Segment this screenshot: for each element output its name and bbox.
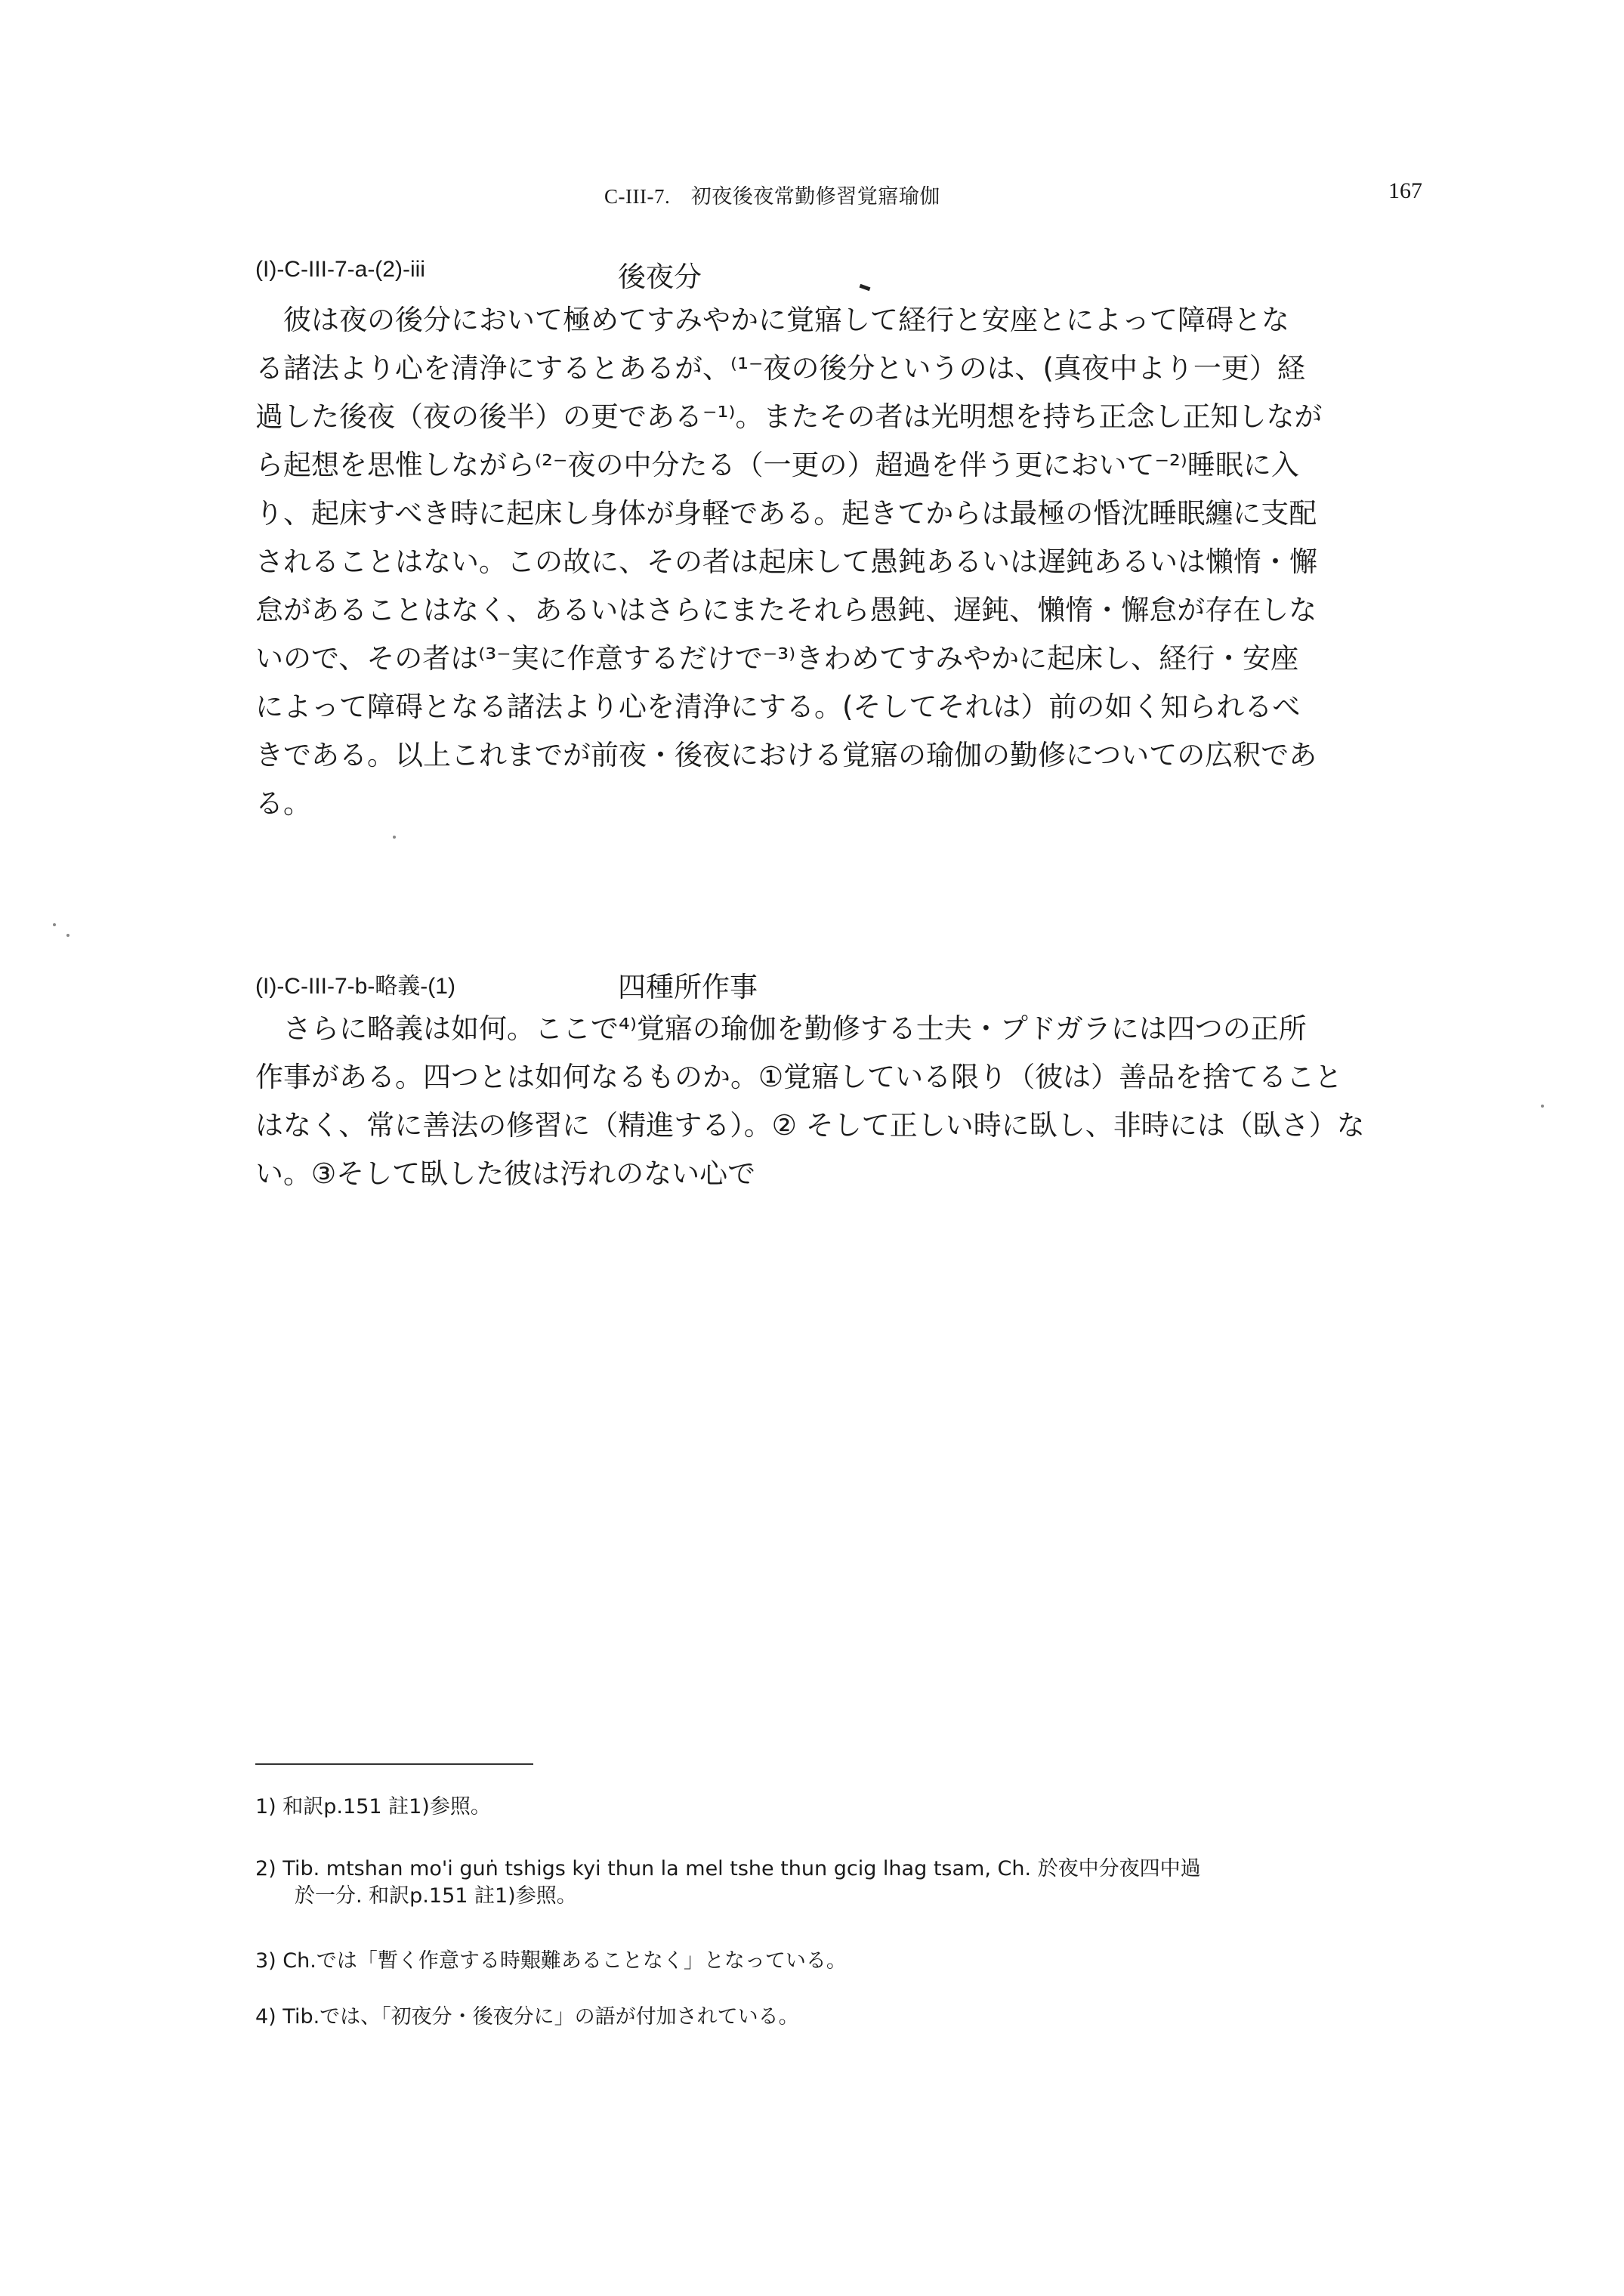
text-line: い。③そして臥した彼は汚れのない心で [255, 1157, 756, 1190]
page-number: 167 [1388, 178, 1422, 203]
footnote-1 [255, 1794, 1425, 1821]
text-line: る。 [255, 787, 311, 820]
scan-speck [393, 836, 396, 839]
section-title: 後夜分 [618, 261, 702, 293]
footnote-line: 3) Ch.では「暫く作意する時艱難あることなく」となっている。 [255, 1949, 847, 1973]
text-line: によって障碍となる諸法より心を清浄にする。(そしてそれは）前の如く知られるべ [255, 691, 1301, 723]
section-code: (I)-C-III-7-b-略義-(1) [255, 974, 455, 999]
ink-mark [860, 284, 871, 291]
section-2-body [255, 1005, 1425, 1198]
footnote-line: 於一分. 和訳p.151 註1)参照。 [295, 1884, 577, 1908]
scan-speck [66, 934, 69, 937]
text-line: 彼は夜の後分において極めてすみやかに覚寤して経行と安座とによって障碍とな [283, 304, 1289, 336]
text-line: 過した後夜（夜の後半）の更である⁻¹⁾。またその者は光明想を持ち正念し正知しなが [255, 400, 1323, 433]
scan-speck [53, 923, 56, 926]
text-line: はなく、常に善法の修習に（精進する）。② そして正しい時に臥し、非時には（臥さ）な [255, 1109, 1365, 1142]
text-line: ら起想を思惟しながら⁽²⁻夜の中分たる（一更の）超過を伴う更において⁻²⁾睡眠に入 [255, 449, 1299, 481]
section-heading-2 [255, 967, 758, 1003]
text-line: されることはない。この故に、その者は起床して愚鈍あるいは遅鈍あるいは懶惰・懈 [255, 545, 1317, 578]
running-header: C-III-7. 初夜後夜常勤修習覚寤瑜伽 [604, 185, 940, 208]
section-1-body [255, 296, 1425, 828]
scan-speck [1541, 1105, 1544, 1108]
footnote-3 [255, 1948, 1425, 1975]
text-line: 怠があることはなく、あるいはさらにまたそれら愚鈍、遅鈍、懶惰・懈怠が存在しな [255, 594, 1317, 626]
footnote-line: 1) 和訳p.151 註1)参照。 [255, 1795, 491, 1819]
text-line: さらに略義は如何。ここで⁴⁾覚寤の瑜伽を勤修する士夫・プドガラには四つの正所 [283, 1012, 1307, 1045]
footnote-4 [255, 2004, 1425, 2031]
footnote-rule [255, 1763, 533, 1765]
text-line: 作事がある。四つとは如何なるものか。①覚寤している限り（彼は）善品を捨てること [255, 1061, 1343, 1093]
section-title: 四種所作事 [618, 971, 758, 1003]
section-heading-1 [255, 257, 702, 293]
text-line: る諸法より心を清浄にするとあるが、⁽¹⁻夜の後分というのは、(真夜中より一更）経 [255, 352, 1305, 385]
section-code: (I)-C-III-7-a-(2)-iii [255, 257, 425, 282]
text-line: きである。以上これまでが前夜・後夜における覚寤の瑜伽の勤修についての広釈であ [255, 739, 1317, 771]
footnote-2 [255, 1856, 1425, 1910]
text-line: り、起床すべき時に起床し身体が身軽である。起きてからは最極の惛沈睡眠纏に支配 [255, 497, 1317, 530]
footnote-line: 2) Tib. mtshan mo'i guṅ tshigs kyi thun la mel tshe thun gcig lhag tsam, Ch. 於夜中分夜四中過 [255, 1857, 1201, 1880]
text-line: いので、その者は⁽³⁻実に作意するだけで⁻³⁾きわめてすみやかに起床し、経行・安座 [255, 642, 1299, 675]
footnote-line: 4) Tib.では、「初夜分・後夜分に」の語が付加されている。 [255, 2005, 799, 2029]
